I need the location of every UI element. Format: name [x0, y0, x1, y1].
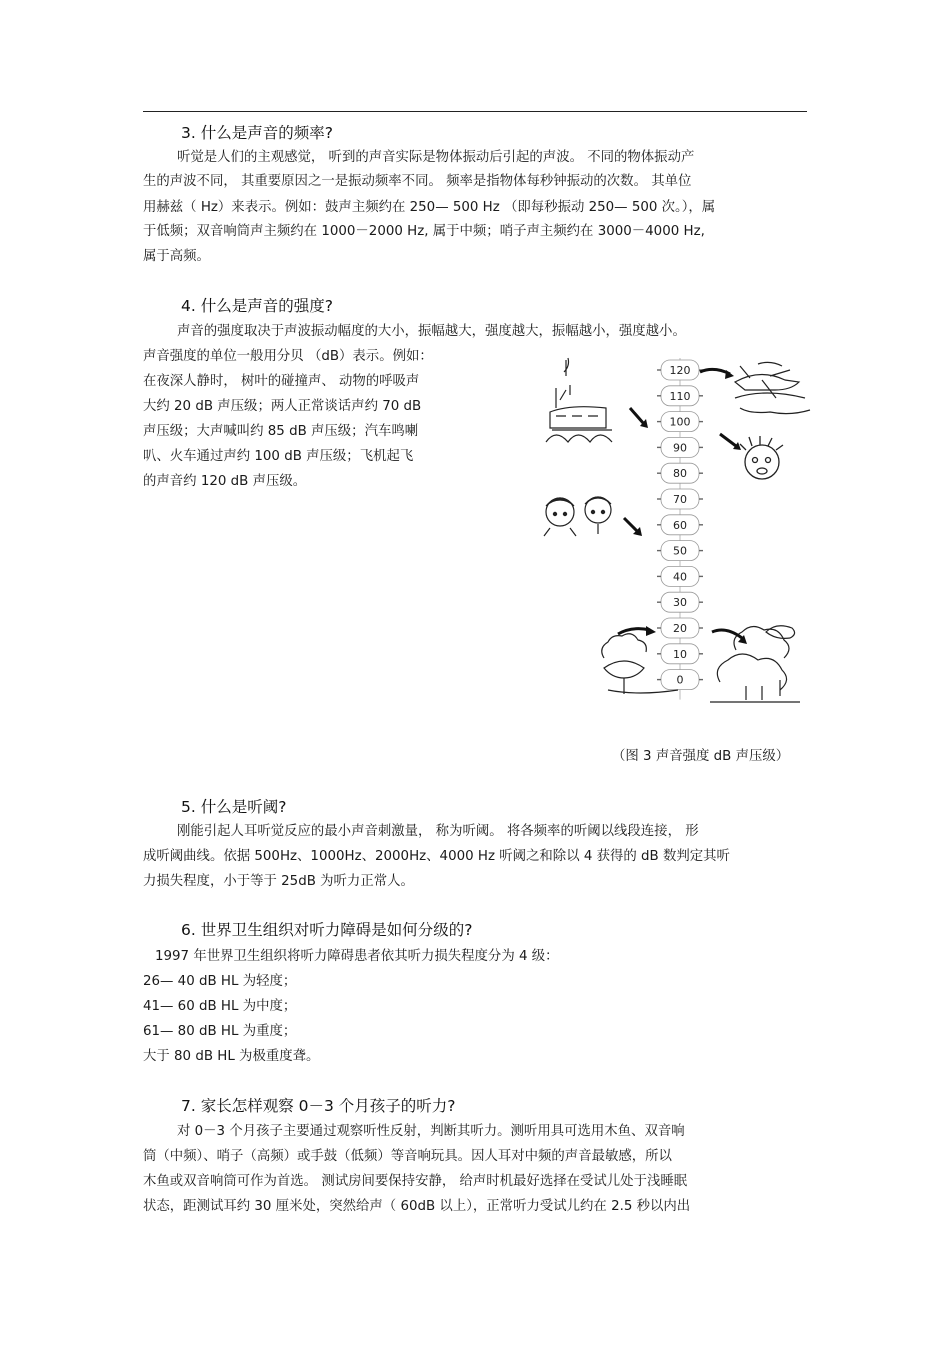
- section-7-line-2: 筒（中频）、哨子（高频）或手鼓（低频）等音响玩具。因人耳对中频的声音最敏感，所以: [143, 1149, 672, 1164]
- section-3-line-4: 于低频；双音响筒声主频约在 1000－2000 Hz, 属于中频；哨子声主频约在 3000－4000 Hz,: [143, 224, 705, 239]
- scale-label-120: 120: [669, 364, 691, 377]
- airplane-icon: [735, 362, 810, 413]
- section-4-line-4: 大约 20 dB 声压级；两人正常谈话声约 70 dB: [143, 399, 422, 414]
- section-4-line-2: 声音强度的单位一般用分贝 （dB）表示。例如：: [143, 349, 433, 364]
- arrow-120-icon: [700, 369, 730, 374]
- scale-label-90: 90: [673, 441, 687, 455]
- section-4-line-6: 叭、火车通过声约 100 dB 声压级；飞机起飞: [143, 449, 414, 464]
- section-6-heading: 6. 世界卫生组织对听力障碍是如何分级的?: [181, 921, 473, 939]
- section-7-line-3: 木鱼或双音响筒可作为首选。 测试房间要保持安静， 给声时机最好选择在受试儿处于浅睡眠: [143, 1174, 688, 1189]
- section-6-line-1: 1997 年世界卫生组织将听力障碍患者依其听力损失程度分为 4 级：: [155, 949, 559, 964]
- scale-label-100: 100: [669, 415, 691, 429]
- section-6-line-4: 61— 80 dB HL 为重度；: [143, 1024, 297, 1039]
- section-4-line-1: 声音的强度取决于声波振动幅度的大小，振幅越大，强度越大，振幅越小，强度越小。: [177, 324, 686, 339]
- arrow-85-icon: [720, 434, 736, 446]
- figure-3-caption: （图 3 声音强度 dB 声压级）: [612, 749, 790, 764]
- section-3-line-5: 属于高频。: [143, 249, 210, 264]
- train-bridge-icon: [546, 358, 612, 442]
- section-3-line-2: 生的声波不同， 其重要原因之一是振动频率不同。 频率是指物体每秒钟振动的次数。 其单位: [143, 174, 692, 189]
- scale-label-0: 0: [676, 673, 684, 687]
- section-5-line-2: 成听阈曲线。依据 500Hz、1000Hz、2000Hz、4000 Hz 听阈之和除以 4 获得的 dB 数判定其听: [143, 849, 730, 864]
- decibel-scale: [657, 358, 703, 700]
- section-5-line-1: 刚能引起人耳听觉反应的最小声音刺激量， 称为听阈。 将各频率的听阈以线段连接， 形: [177, 824, 699, 839]
- section-3-heading: 3. 什么是声音的频率?: [181, 124, 333, 142]
- scale-label-20: 20: [673, 622, 687, 635]
- section-4-line-7: 的声音约 120 dB 声压级。: [143, 474, 307, 489]
- scale-label-30: 30: [673, 596, 687, 610]
- arrow-100-icon: [630, 408, 644, 424]
- section-6-line-3: 41— 60 dB HL 为中度；: [143, 999, 297, 1014]
- scale-label-10: 10: [673, 647, 687, 661]
- section-4-line-3: 在夜深人静时， 树叶的碰撞声、 动物的呼吸声: [143, 374, 420, 389]
- arrow-20-left-icon: [618, 629, 650, 634]
- section-3-line-1: 听觉是人们的主观感觉， 听到的声音实际是物体振动后引起的声波。 不同的物体振动产: [177, 150, 695, 165]
- section-7-line-4: 状态，距测试耳约 30 厘米处，突然给声（ 60dB 以上），正常听力受试儿约在 2.5 秒以内出: [143, 1199, 691, 1214]
- scale-label-50: 50: [673, 544, 687, 558]
- bird-trees-icon: [710, 626, 800, 702]
- shouting-face-icon: [740, 436, 783, 479]
- section-7-heading: 7. 家长怎样观察 0－3 个月孩子的听力?: [181, 1097, 456, 1115]
- two-people-icon: [544, 497, 611, 536]
- section-5-heading: 5. 什么是听阈?: [181, 798, 287, 816]
- section-6-line-5: 大于 80 dB HL 为极重度聋。: [143, 1049, 320, 1064]
- section-6-line-2: 26— 40 dB HL 为轻度；: [143, 974, 297, 989]
- section-4-heading: 4. 什么是声音的强度?: [181, 297, 333, 315]
- arrow-70-icon: [624, 518, 638, 532]
- scale-label-40: 40: [673, 570, 687, 584]
- scale-label-110: 110: [669, 389, 691, 403]
- arrow-20-right-icon: [712, 630, 742, 638]
- section-3-line-3: 用赫兹（ Hz）来表示。例如：鼓声主频约在 250— 500 Hz （即每秒振动 250— 500 次。），属: [143, 200, 716, 215]
- scale-label-70: 70: [673, 493, 687, 506]
- sound-intensity-figure: [500, 350, 820, 710]
- section-4-line-5: 声压级；大声喊叫约 85 dB 声压级；汽车鸣喇: [143, 424, 419, 439]
- scale-label-80: 80: [673, 467, 687, 481]
- header-rule: [143, 111, 807, 112]
- section-5-line-3: 力损失程度，小于等于 25dB 为听力正常人。: [143, 874, 414, 889]
- section-7-line-1: 对 0－3 个月孩子主要通过观察听性反射，判断其听力。测听用具可选用木鱼、双音响: [177, 1124, 685, 1139]
- scale-label-60: 60: [673, 518, 687, 532]
